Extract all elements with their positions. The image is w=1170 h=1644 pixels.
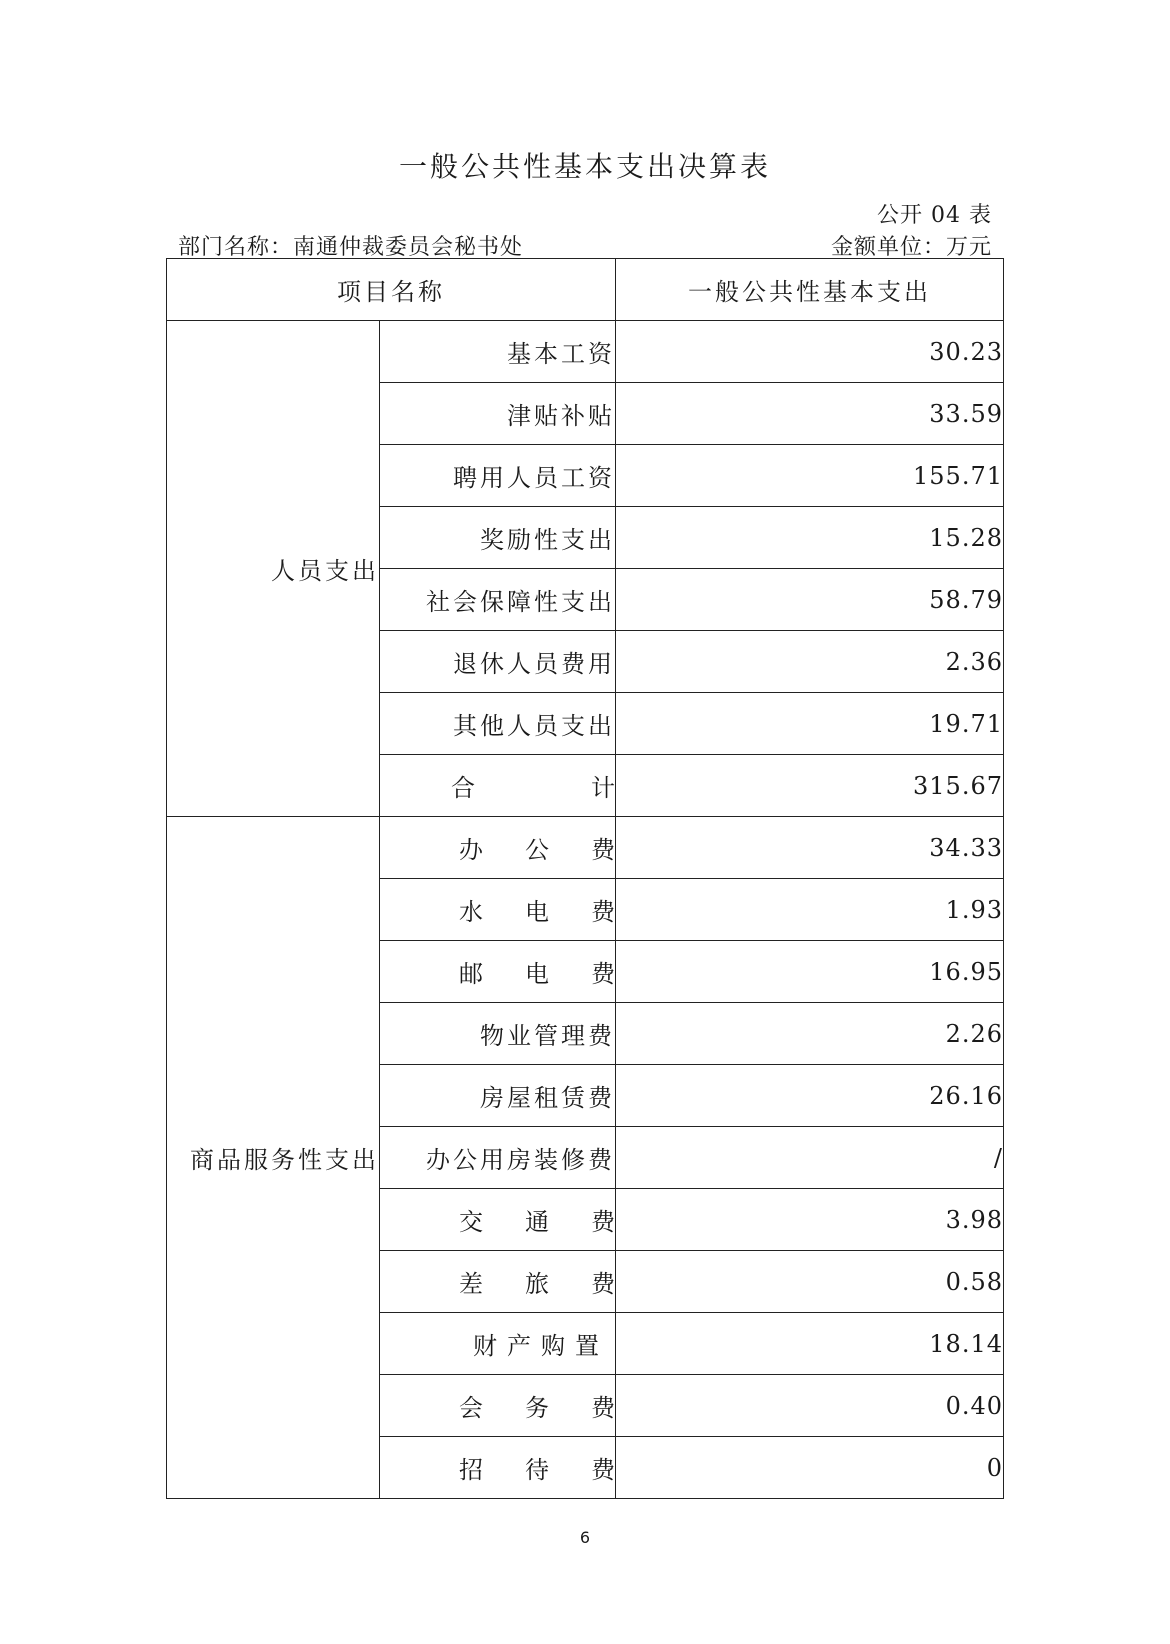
row-value: 30.23 — [616, 321, 1004, 383]
row-value: 315.67 — [616, 755, 1004, 817]
row-value: 3.98 — [616, 1189, 1004, 1251]
row-name: 其他人员支出 — [380, 693, 616, 755]
table-row — [167, 817, 1004, 879]
amount-unit: 金额单位：万元 — [830, 235, 992, 260]
row-name: 交 通 费 — [380, 1189, 616, 1251]
row-value: 26.16 — [616, 1065, 1004, 1127]
row-value: 2.36 — [616, 631, 1004, 693]
form-number: 公开 04 表 — [877, 203, 992, 228]
row-value: 15.28 — [616, 507, 1004, 569]
row-value: / — [616, 1127, 1004, 1189]
row-name: 差 旅 费 — [380, 1251, 616, 1313]
row-name: 物业管理费 — [380, 1003, 616, 1065]
header-item-name: 项目名称 — [167, 259, 616, 321]
row-name: 社会保障性支出 — [380, 569, 616, 631]
page-title: 一般公共性基本支出决算表 — [398, 150, 771, 183]
row-name: 聘用人员工资 — [380, 445, 616, 507]
page-number: 6 — [579, 1528, 591, 1547]
category-goods-services: 商品服务性支出 — [167, 817, 380, 1499]
row-value: 19.71 — [616, 693, 1004, 755]
category-personnel: 人员支出 — [167, 321, 380, 817]
row-value: 33.59 — [616, 383, 1004, 445]
row-name: 办 公 费 — [380, 817, 616, 879]
row-value: 0.58 — [616, 1251, 1004, 1313]
row-name: 财产购置 — [380, 1313, 616, 1375]
row-value: 0 — [616, 1437, 1004, 1499]
row-name: 办公用房装修费 — [380, 1127, 616, 1189]
table-header-row — [167, 259, 1004, 321]
row-value: 16.95 — [616, 941, 1004, 1003]
row-name: 津贴补贴 — [380, 383, 616, 445]
row-value: 2.26 — [616, 1003, 1004, 1065]
row-name: 招 待 费 — [380, 1437, 616, 1499]
row-value: 1.93 — [616, 879, 1004, 941]
table-row — [167, 321, 1004, 383]
row-name: 邮 电 费 — [380, 941, 616, 1003]
row-name: 奖励性支出 — [380, 507, 616, 569]
row-value: 155.71 — [616, 445, 1004, 507]
row-name: 会 务 费 — [380, 1375, 616, 1437]
row-value: 18.14 — [616, 1313, 1004, 1375]
row-name: 房屋租赁费 — [380, 1065, 616, 1127]
row-name: 合 计 — [380, 755, 616, 817]
row-name: 水 电 费 — [380, 879, 616, 941]
row-value: 58.79 — [616, 569, 1004, 631]
header-expenditure: 一般公共性基本支出 — [616, 259, 1004, 321]
expenditure-table — [166, 258, 1004, 1499]
row-value: 34.33 — [616, 817, 1004, 879]
row-name: 退休人员费用 — [380, 631, 616, 693]
row-value: 0.40 — [616, 1375, 1004, 1437]
row-name: 基本工资 — [380, 321, 616, 383]
department-name: 部门名称：南通仲裁委员会秘书处 — [178, 235, 524, 260]
